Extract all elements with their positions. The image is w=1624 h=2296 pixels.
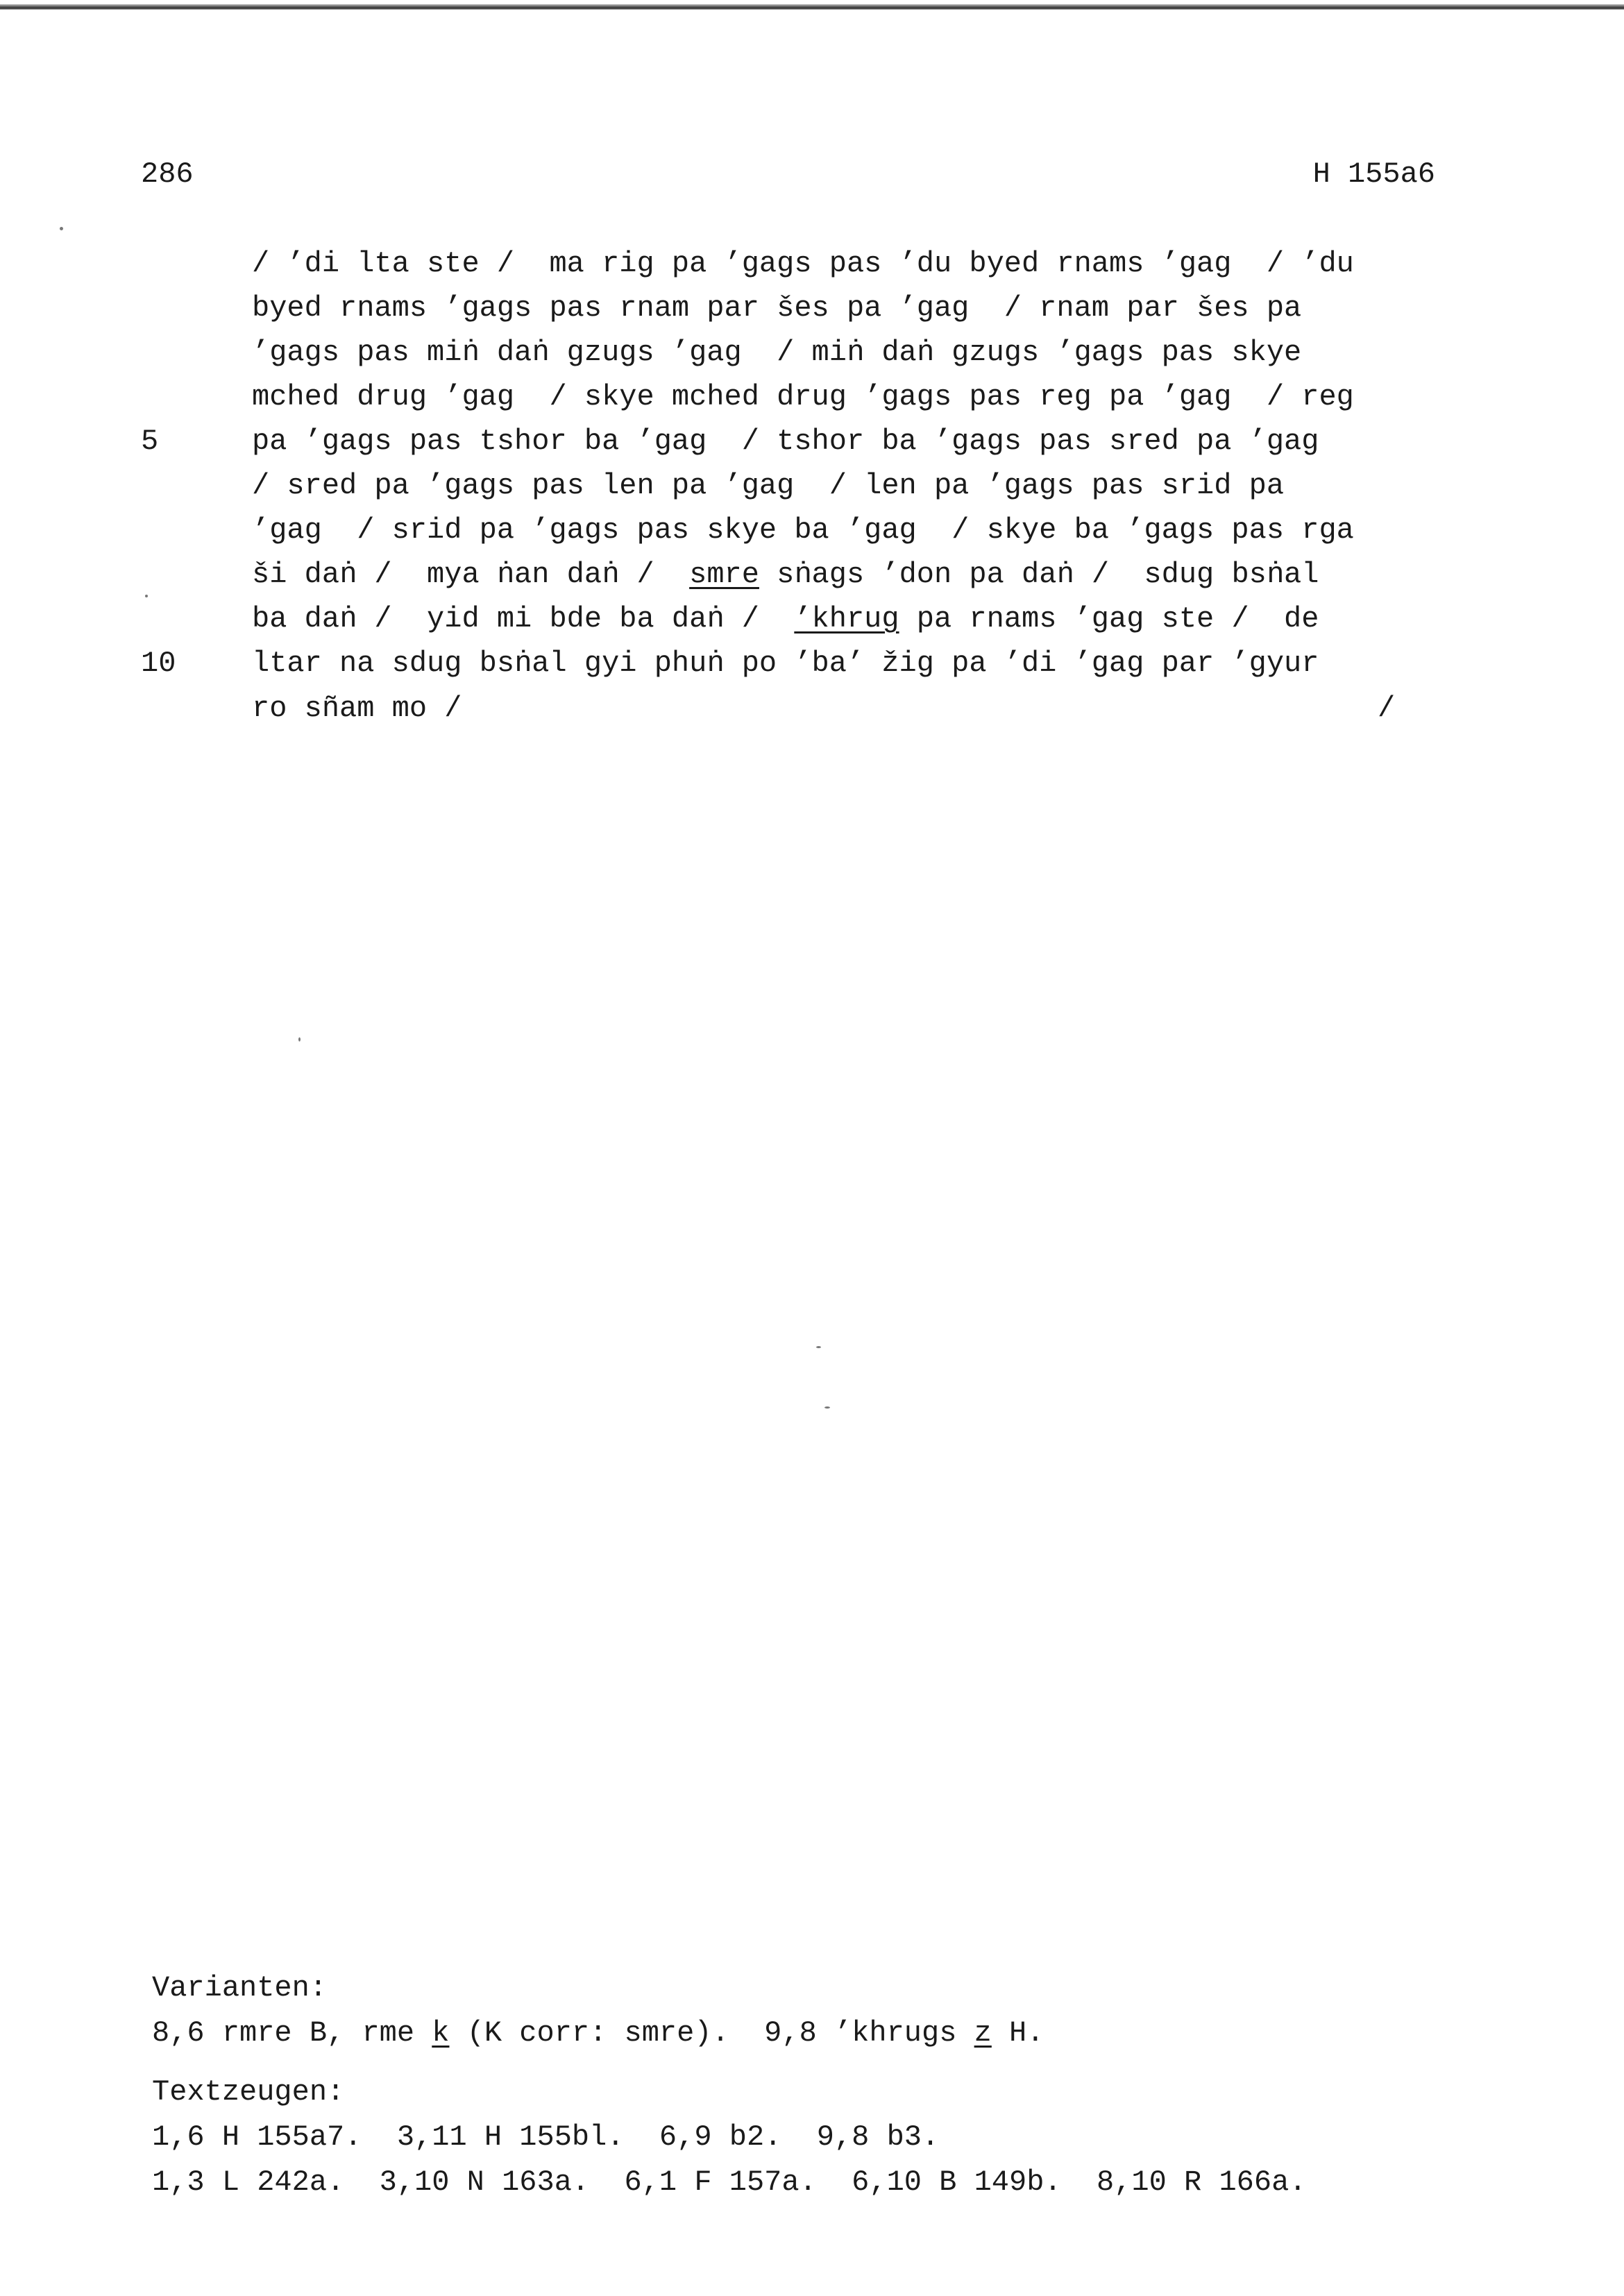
underlined-word-khrug: ’khrug [794, 602, 899, 636]
underlined-siglum-z: z [974, 2016, 992, 2050]
scan-speck [145, 595, 148, 597]
scan-speck [60, 227, 63, 230]
text-line-8: ši daṅ / mya ṅan daṅ / smre sṅags ’don pa daṅ / sdug bsṅal [252, 558, 1319, 591]
text-line-1: / ’di lta ste / ma rig pa ’gags pas ’du byed rnams ’gag / ’du [252, 247, 1354, 280]
folio-reference: H 155a6 [1312, 158, 1435, 191]
line-number-5: 5 [141, 425, 159, 458]
text-line-7: ’gag / srid pa ’gags pas skye ba ’gag / skye ba ’gags pas rga [252, 513, 1354, 547]
witnesses-line-1: 1,6 H 155a7. 3,11 H 155bl. 6,9 b2. 9,8 b3. [152, 2120, 940, 2154]
text-line-11: ro sñam mo / [252, 692, 462, 725]
witnesses-line-2: 1,3 L 242a. 3,10 N 163a. 6,1 F 157a. 6,10 B 149b. 8,10 R 166a. [152, 2166, 1307, 2199]
text-line-5: pa ’gags pas tshor ba ’gag / tshor ba ’gags pas sred pa ’gag [252, 425, 1319, 458]
variants-heading: Varianten: [152, 1971, 328, 2005]
text-line-2: byed rnams ’gags pas rnam par šes pa ’gag / rnam par šes pa [252, 291, 1302, 325]
page-number: 286 [141, 158, 194, 191]
text-line-9: ba daṅ / yid mi bde ba daṅ / ’khrug pa rnams ’gag ste / de [252, 602, 1319, 636]
top-scan-rule [0, 4, 1624, 10]
witnesses-heading: Textzeugen: [152, 2075, 345, 2109]
text-line-10: ltar na sdug bsṅal gyi phuṅ po ’ba’ žig pa ’di ’gag par ’gyur [252, 647, 1319, 680]
scan-speck [298, 1037, 301, 1041]
underlined-word-smre: smre [689, 558, 759, 591]
text-line-6: / sred pa ’gags pas len pa ’gag / len pa ’gags pas srid pa [252, 469, 1285, 502]
text-line-3: ’gags pas miṅ daṅ gzugs ’gag / miṅ daṅ gzugs ’gags pas skye [252, 336, 1302, 369]
scan-speck [816, 1346, 821, 1348]
scan-speck [824, 1406, 830, 1409]
line-number-10: 10 [141, 647, 176, 680]
section-end-slash: / [1378, 692, 1396, 725]
underlined-siglum-k: k [432, 2016, 450, 2050]
text-line-4: mched drug ’gag / skye mched drug ’gags pas reg pa ’gag / reg [252, 380, 1354, 414]
variants-line: 8,6 rmre B, rme k (K corr: smre). 9,8 ’khrugs z H. [152, 2016, 1044, 2050]
